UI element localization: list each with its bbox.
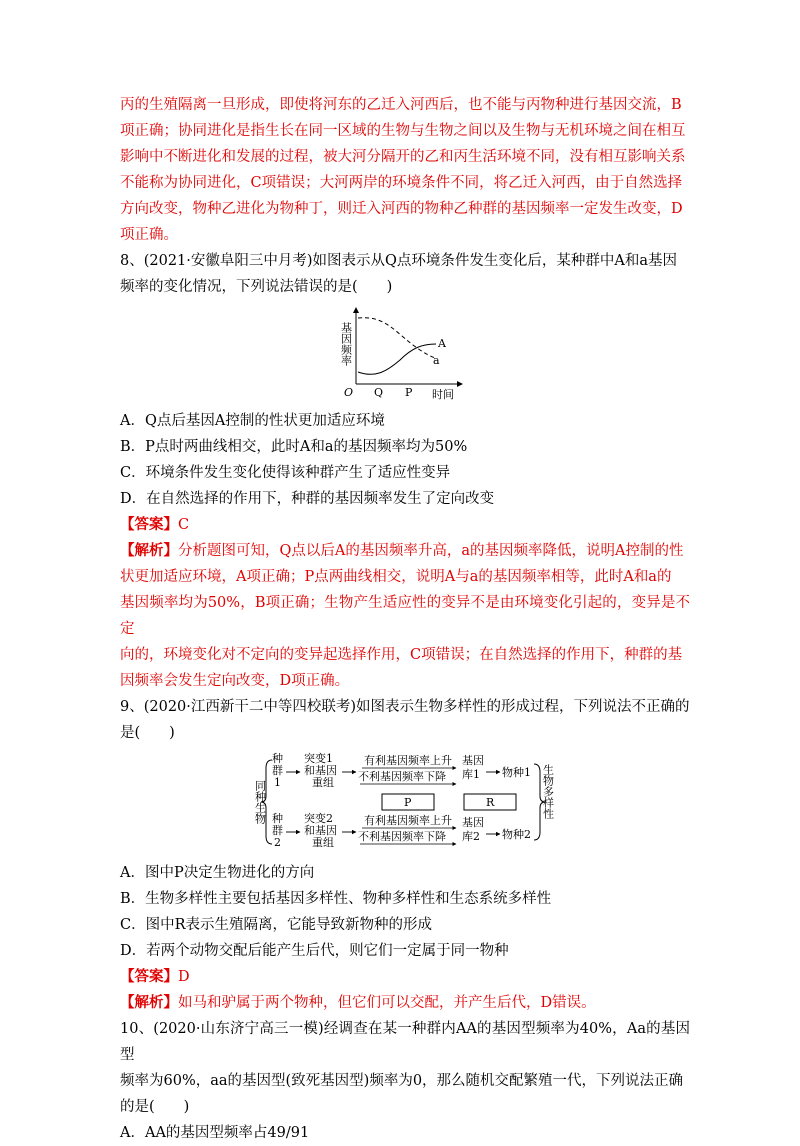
box-r-label: R — [486, 796, 495, 809]
question-9 — [120, 694, 690, 1016]
q8-option-d: D．在自然选择的作用下，种群的基因频率发生了定向改变 — [120, 491, 495, 507]
question-10 — [120, 1016, 690, 1146]
same-species-label: 同种生物 — [253, 780, 267, 824]
q8-analysis-line: 向的，环境变化对不定向的变异起选择作用，C项错误；在自然选择的作用下，种群的基 — [120, 647, 683, 663]
x-axis-label: 时间 — [432, 388, 454, 401]
answer-value: D — [178, 969, 190, 985]
q8-analysis-line: 【解析】分析题图可知，Q点以后A的基因频率升高，a的基因频率降低，说明A控制的性 — [120, 542, 684, 559]
q9-diversity-diagram — [120, 750, 690, 854]
q9-answer — [120, 964, 690, 990]
answer-tag: 【答案】 — [120, 516, 178, 533]
q10-option-a: A．AA的基因型频率占49/91 — [120, 1125, 310, 1141]
curve-a-label: a — [433, 354, 440, 367]
q8-answer — [120, 512, 690, 538]
y-axis-label: 基因频率 — [339, 322, 353, 366]
answer-tag: 【答案】 — [120, 968, 178, 985]
prev-analysis — [120, 92, 690, 248]
analysis-tag: 【解析】 — [120, 994, 178, 1011]
unfav-down-bottom: 不利基因频率下降 — [358, 830, 446, 843]
q10-stem-line: 10、(2020·山东济宁高三一模)经调查在某一种群内AA的基因型频率为40%，Aa的基因型 — [120, 1021, 690, 1063]
prev-analysis-line: 丙的生殖隔离一旦形成，即使将河东的乙迁入河西后，也不能与丙物种进行基因交流，B — [120, 97, 682, 113]
curve-a — [358, 318, 435, 358]
pool2-line2: 库2 — [462, 830, 480, 843]
diversity-label: 生物多样性 — [541, 764, 555, 819]
q10-stem-line: 频率为60%，aa的基因型(致死基因型)频率为0，那么随机交配繁殖一代，下列说法正确 — [120, 1073, 684, 1089]
unfav-down-top: 不利基因频率下降 — [358, 770, 446, 783]
x-tick-q: Q — [374, 386, 384, 399]
q9-diagram-svg — [120, 750, 690, 854]
curve-A-label: A — [438, 337, 446, 350]
fav-up-bottom: 有利基因频率上升 — [364, 814, 452, 827]
pop1-label-top: 种 — [272, 752, 283, 765]
mutation1-line2: 和基因 — [304, 764, 337, 777]
q9-option-b: B．生物多样性主要包括基因多样性、物种多样性和生态系统多样性 — [120, 891, 552, 907]
curve-A — [358, 344, 436, 374]
svg-text:群: 群 — [272, 824, 283, 837]
q9-option-d: D．若两个动物交配后能产生后代，则它们一定属于同一物种 — [120, 943, 509, 959]
q8-stem-line: 频率的变化情况，下列说法错误的是( ) — [120, 279, 393, 295]
question-8 — [120, 248, 690, 694]
prev-analysis-line: 不能称为协同进化，C项错误；大河两岸的环境条件不同，将乙迁入河西，由于自然选择 — [120, 175, 683, 191]
answer-value: C — [178, 517, 190, 533]
left-brace — [261, 760, 272, 844]
x-tick-p: P — [405, 386, 413, 399]
prev-analysis-line: 项正确；协同进化是指生长在同一区域的生物与生物之间以及生物与无机环境之间在相互 — [120, 123, 686, 139]
pool1-line1: 基因 — [462, 754, 484, 767]
q9-option-a: A．图中P决定生物进化的方向 — [120, 865, 315, 881]
svg-text:2: 2 — [274, 836, 281, 849]
pop2-label-top: 种 — [272, 812, 283, 825]
q9-stem-line: 是( ) — [120, 725, 175, 741]
q8-option-c: C．环境条件发生变化使得该种群产生了适应性变异 — [120, 465, 451, 481]
q10-stem-line: 的是( ) — [120, 1099, 190, 1115]
q9-stem-line: 9、(2020·江西新干二中等四校联考)如图表示生物多样性的形成过程，下列说法不正确的 — [120, 699, 690, 715]
prev-analysis-line: 影响中不断进化和发展的过程，被大河分隔开的乙和丙生活环境不同，没有相互影响关系 — [120, 149, 686, 165]
q8-analysis-line: 因频率会发生定向改变，D项正确。 — [120, 673, 350, 689]
q9-option-c: C．图中R表示生殖隔离，它能导致新物种的形成 — [120, 917, 433, 933]
mutation2-line3: 重组 — [312, 836, 334, 849]
q8-analysis-line: 基因频率均为50%，B项正确；生物产生适应性的变异不是由环境变化引起的，变异是不定 — [120, 595, 690, 637]
q8-option-b: B．P点时两曲线相交，此时A和a的基因频率均为50% — [120, 439, 468, 455]
species2-label: 物种2 — [502, 828, 531, 841]
species1-label: 物种1 — [502, 766, 531, 779]
q8-frequency-graph — [120, 302, 690, 402]
prev-analysis-line: 项正确。 — [120, 227, 178, 243]
fav-up-top: 有利基因频率上升 — [364, 754, 452, 767]
mutation2-line1: 突变2 — [304, 812, 333, 825]
q8-option-a: A．Q点后基因A控制的性状更加适应环境 — [120, 413, 385, 429]
document-page — [120, 92, 690, 1146]
pool2-line1: 基因 — [462, 816, 484, 829]
q8-graph-svg — [120, 302, 690, 402]
analysis-tag: 【解析】 — [120, 542, 178, 559]
mutation1-line3: 重组 — [312, 776, 334, 789]
q9-analysis: 【解析】如马和驴属于两个物种，但它们可以交配，并产生后代，D错误。 — [120, 994, 596, 1011]
prev-analysis-line: 方向改变，物种乙进化为物种丁，则迁入河西的物种乙种群的基因频率一定发生改变，D — [120, 201, 683, 217]
origin-label: O — [344, 386, 354, 399]
mutation1-line1: 突变1 — [304, 752, 333, 765]
mutation2-line2: 和基因 — [304, 824, 337, 837]
q8-analysis-line: 状更加适应环境，A项正确；P点两曲线相交，说明A与a的基因频率相等，此时A和a的 — [120, 569, 672, 585]
box-p-label: P — [404, 796, 412, 809]
svg-text:群: 群 — [272, 764, 283, 777]
pool1-line2: 库1 — [462, 768, 480, 781]
svg-text:1: 1 — [274, 776, 281, 789]
q8-stem-line: 8、(2021·安徽阜阳三中月考)如图表示从Q点环境条件发生变化后，某种群中A和a基因 — [120, 253, 678, 269]
